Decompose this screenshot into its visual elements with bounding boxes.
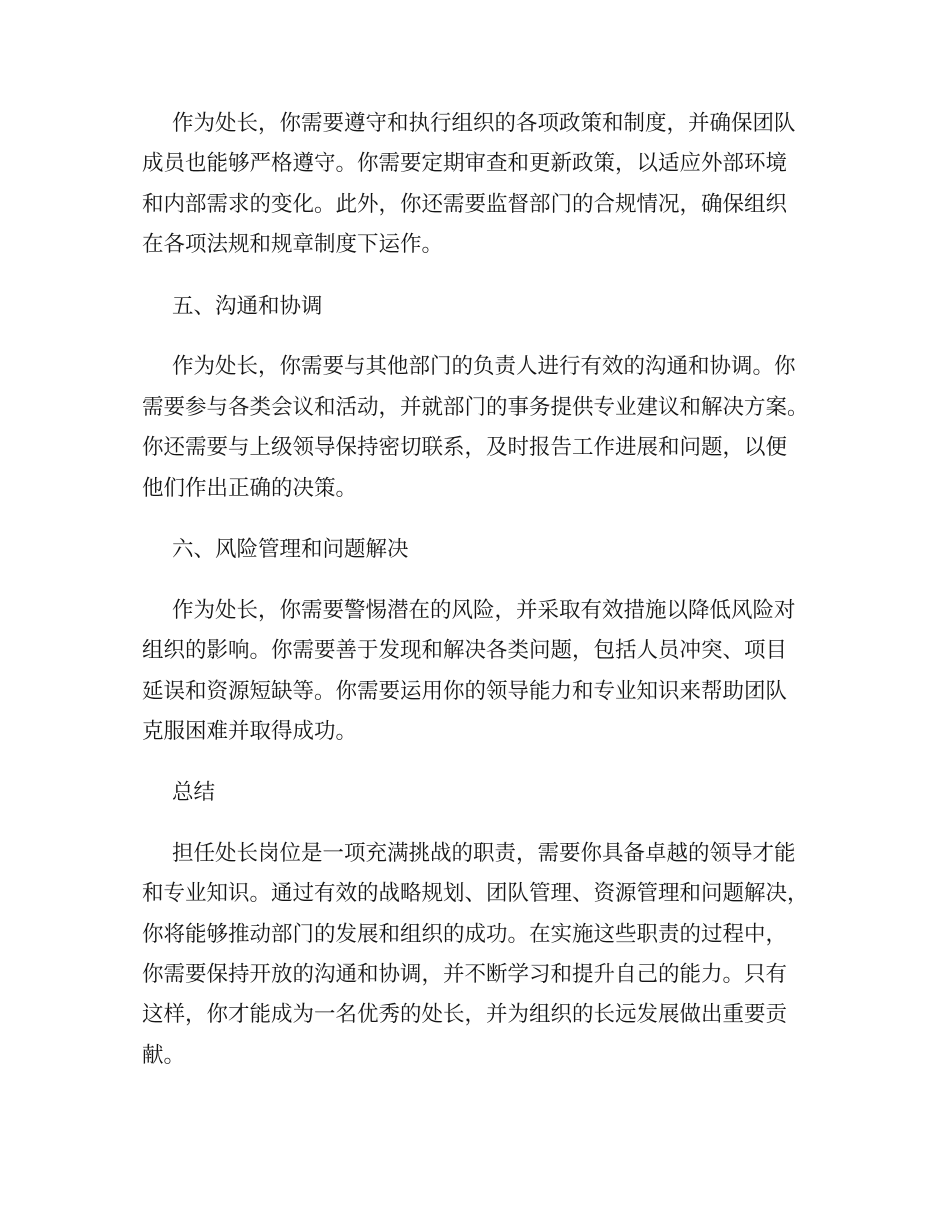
paragraph-3-line-2: 组织的影响。你需要善于发现和解决各类问题，包括人员冲突、项目 [142,638,788,663]
paragraph-4-line-6: 献。 [142,1043,186,1068]
paragraph-2-line-2: 需要参与各类会议和活动，并就部门的事务提供专业建议和解决方案。 [142,395,809,420]
paragraph-3-line-3: 延误和资源短缺等。你需要运用你的领导能力和专业知识来帮助团队 [142,679,788,704]
paragraph-1-line-2: 成员也能够严格遵守。你需要定期审查和更新政策，以适应外部环境 [142,151,788,176]
paragraph-2-line-4: 他们作出正确的决策。 [142,476,358,501]
paragraph-4-line-4: 你需要保持开放的沟通和协调，并不断学习和提升自己的能力。只有 [142,962,788,987]
paragraph-4-line-3: 你将能够推动部门的发展和组织的成功。在实施这些职责的过程中， [142,922,788,947]
paragraph-4-line-5: 这样，你才能成为一名优秀的处长，并为组织的长远发展做出重要贡 [142,1002,788,1027]
paragraph-2-line-1: 作为处长，你需要与其他部门的负责人进行有效的沟通和协调。你 [172,354,796,379]
paragraph-1-line-4: 在各项法规和规章制度下运作。 [142,232,444,257]
paragraph-4-line-2: 和专业知识。通过有效的战略规划、团队管理、资源管理和问题解决， [142,881,809,906]
paragraph-4-line-1: 担任处长岗位是一项充满挑战的职责，需要你具备卓越的领导才能 [172,841,796,866]
paragraph-1-line-1: 作为处长，你需要遵守和执行组织的各项政策和制度，并确保团队 [172,111,796,136]
section-heading-communication: 五、沟通和协调 [172,294,323,319]
paragraph-2-line-3: 你还需要与上级领导保持密切联系，及时报告工作进展和问题，以便 [142,435,788,460]
paragraph-3-line-1: 作为处长，你需要警惕潜在的风险，并采取有效措施以降低风险对 [172,598,796,623]
section-heading-risk-management: 六、风险管理和问题解决 [172,537,409,562]
section-heading-summary: 总结 [172,780,216,805]
paragraph-1-line-3: 和内部需求的变化。此外，你还需要监督部门的合规情况，确保组织 [142,192,788,217]
paragraph-3-line-4: 克服困难并取得成功。 [142,719,358,744]
